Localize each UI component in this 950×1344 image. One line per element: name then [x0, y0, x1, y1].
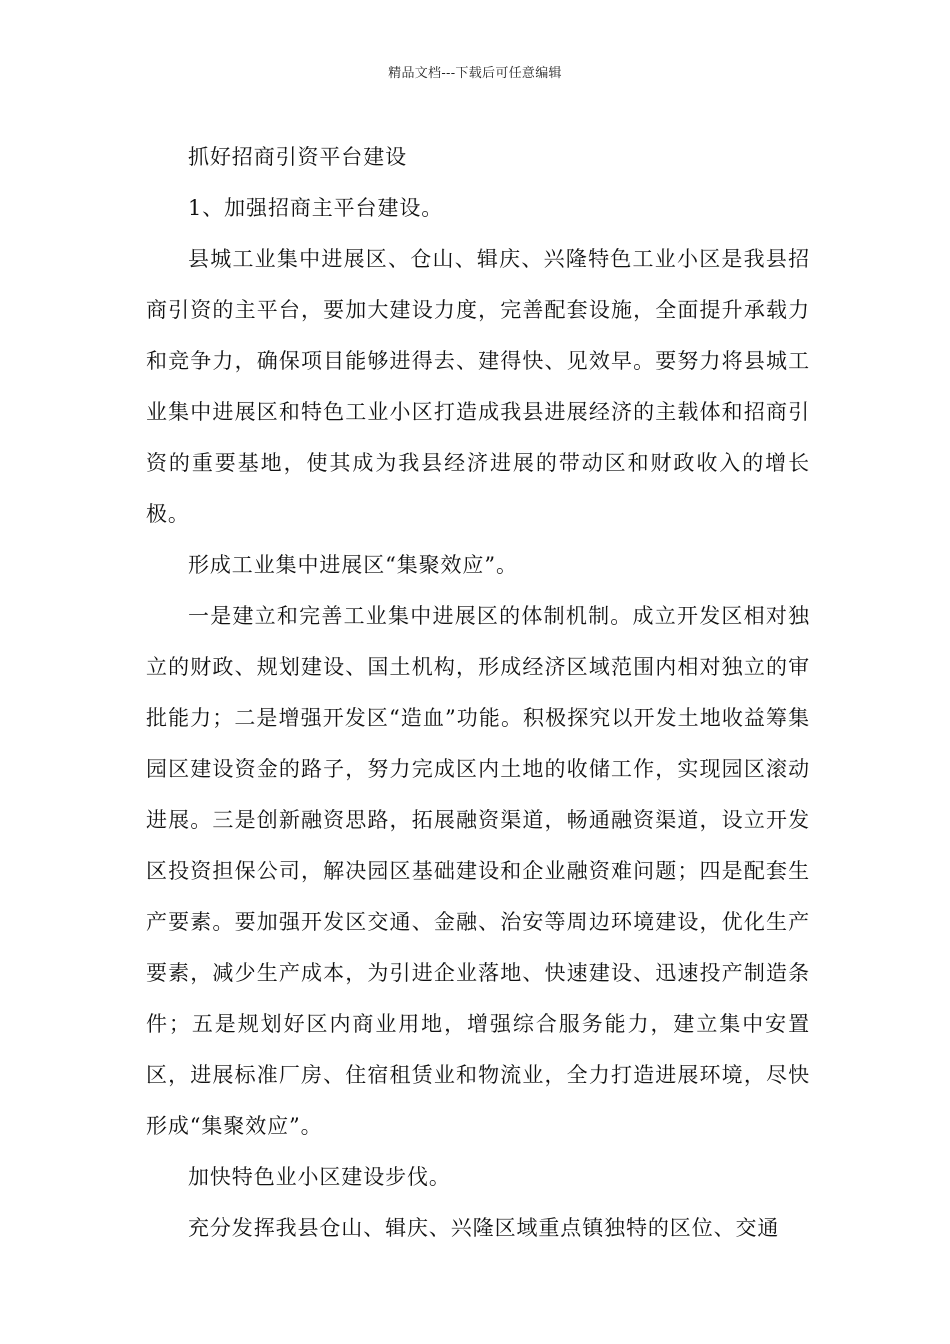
subsection-heading: 1、加强招商主平台建设。 [188, 196, 444, 220]
body-paragraph: 充分发挥我县仓山、辑庆、兴隆区域重点镇独特的区位、交通 [188, 1216, 780, 1240]
subsection-heading: 形成工业集中进展区“集聚效应”。 [188, 553, 518, 577]
body-paragraph: 一是建立和完善工业集中进展区的体制机制。成立开发区相对独立的财政、规划建设、国土机构，形成经济区域范围内相对独立的审批能力；二是增强开发区“造血”功能。积极探究以开发土地收益筹集园区建设资金的路子，努力完成区内土地的收储工作，实现园区滚动进展。三是创新融资思路，拓展融资渠道，畅通融资渠道，设立开发区投资担保公司，解决园区基础建设和企业融资难问题；四是配套生产要素。要加强开发区交通、金融、治安等周边环境建设，优化生产要素，减少生产成本，为引进企业落地、快速建设、迅速投产制造条件；五是规划好区内商业用地，增强综合服务能力，建立集中安置区，进展标准厂房、住宿租赁业和物流业，全力打造进展环境，尽快形成“集聚效应”。 [146, 604, 810, 1138]
section-heading: 抓好招商引资平台建设 [188, 145, 407, 169]
document-body [146, 132, 810, 1254]
body-paragraph: 县城工业集中进展区、仓山、辑庆、兴隆特色工业小区是我县招商引资的主平台，要加大建设力度，完善配套设施，全面提升承载力和竞争力，确保项目能够进得去、建得快、见效早。要努力将县城工业集中进展区和特色工业小区打造成我县进展经济的主载体和招商引资的重要基地，使其成为我县经济进展的带动区和财政收入的增长极。 [146, 247, 810, 526]
subsection-heading: 加快特色业小区建设步伐。 [188, 1165, 451, 1189]
page-header: 精品文档---下载后可任意编辑 [388, 66, 562, 81]
